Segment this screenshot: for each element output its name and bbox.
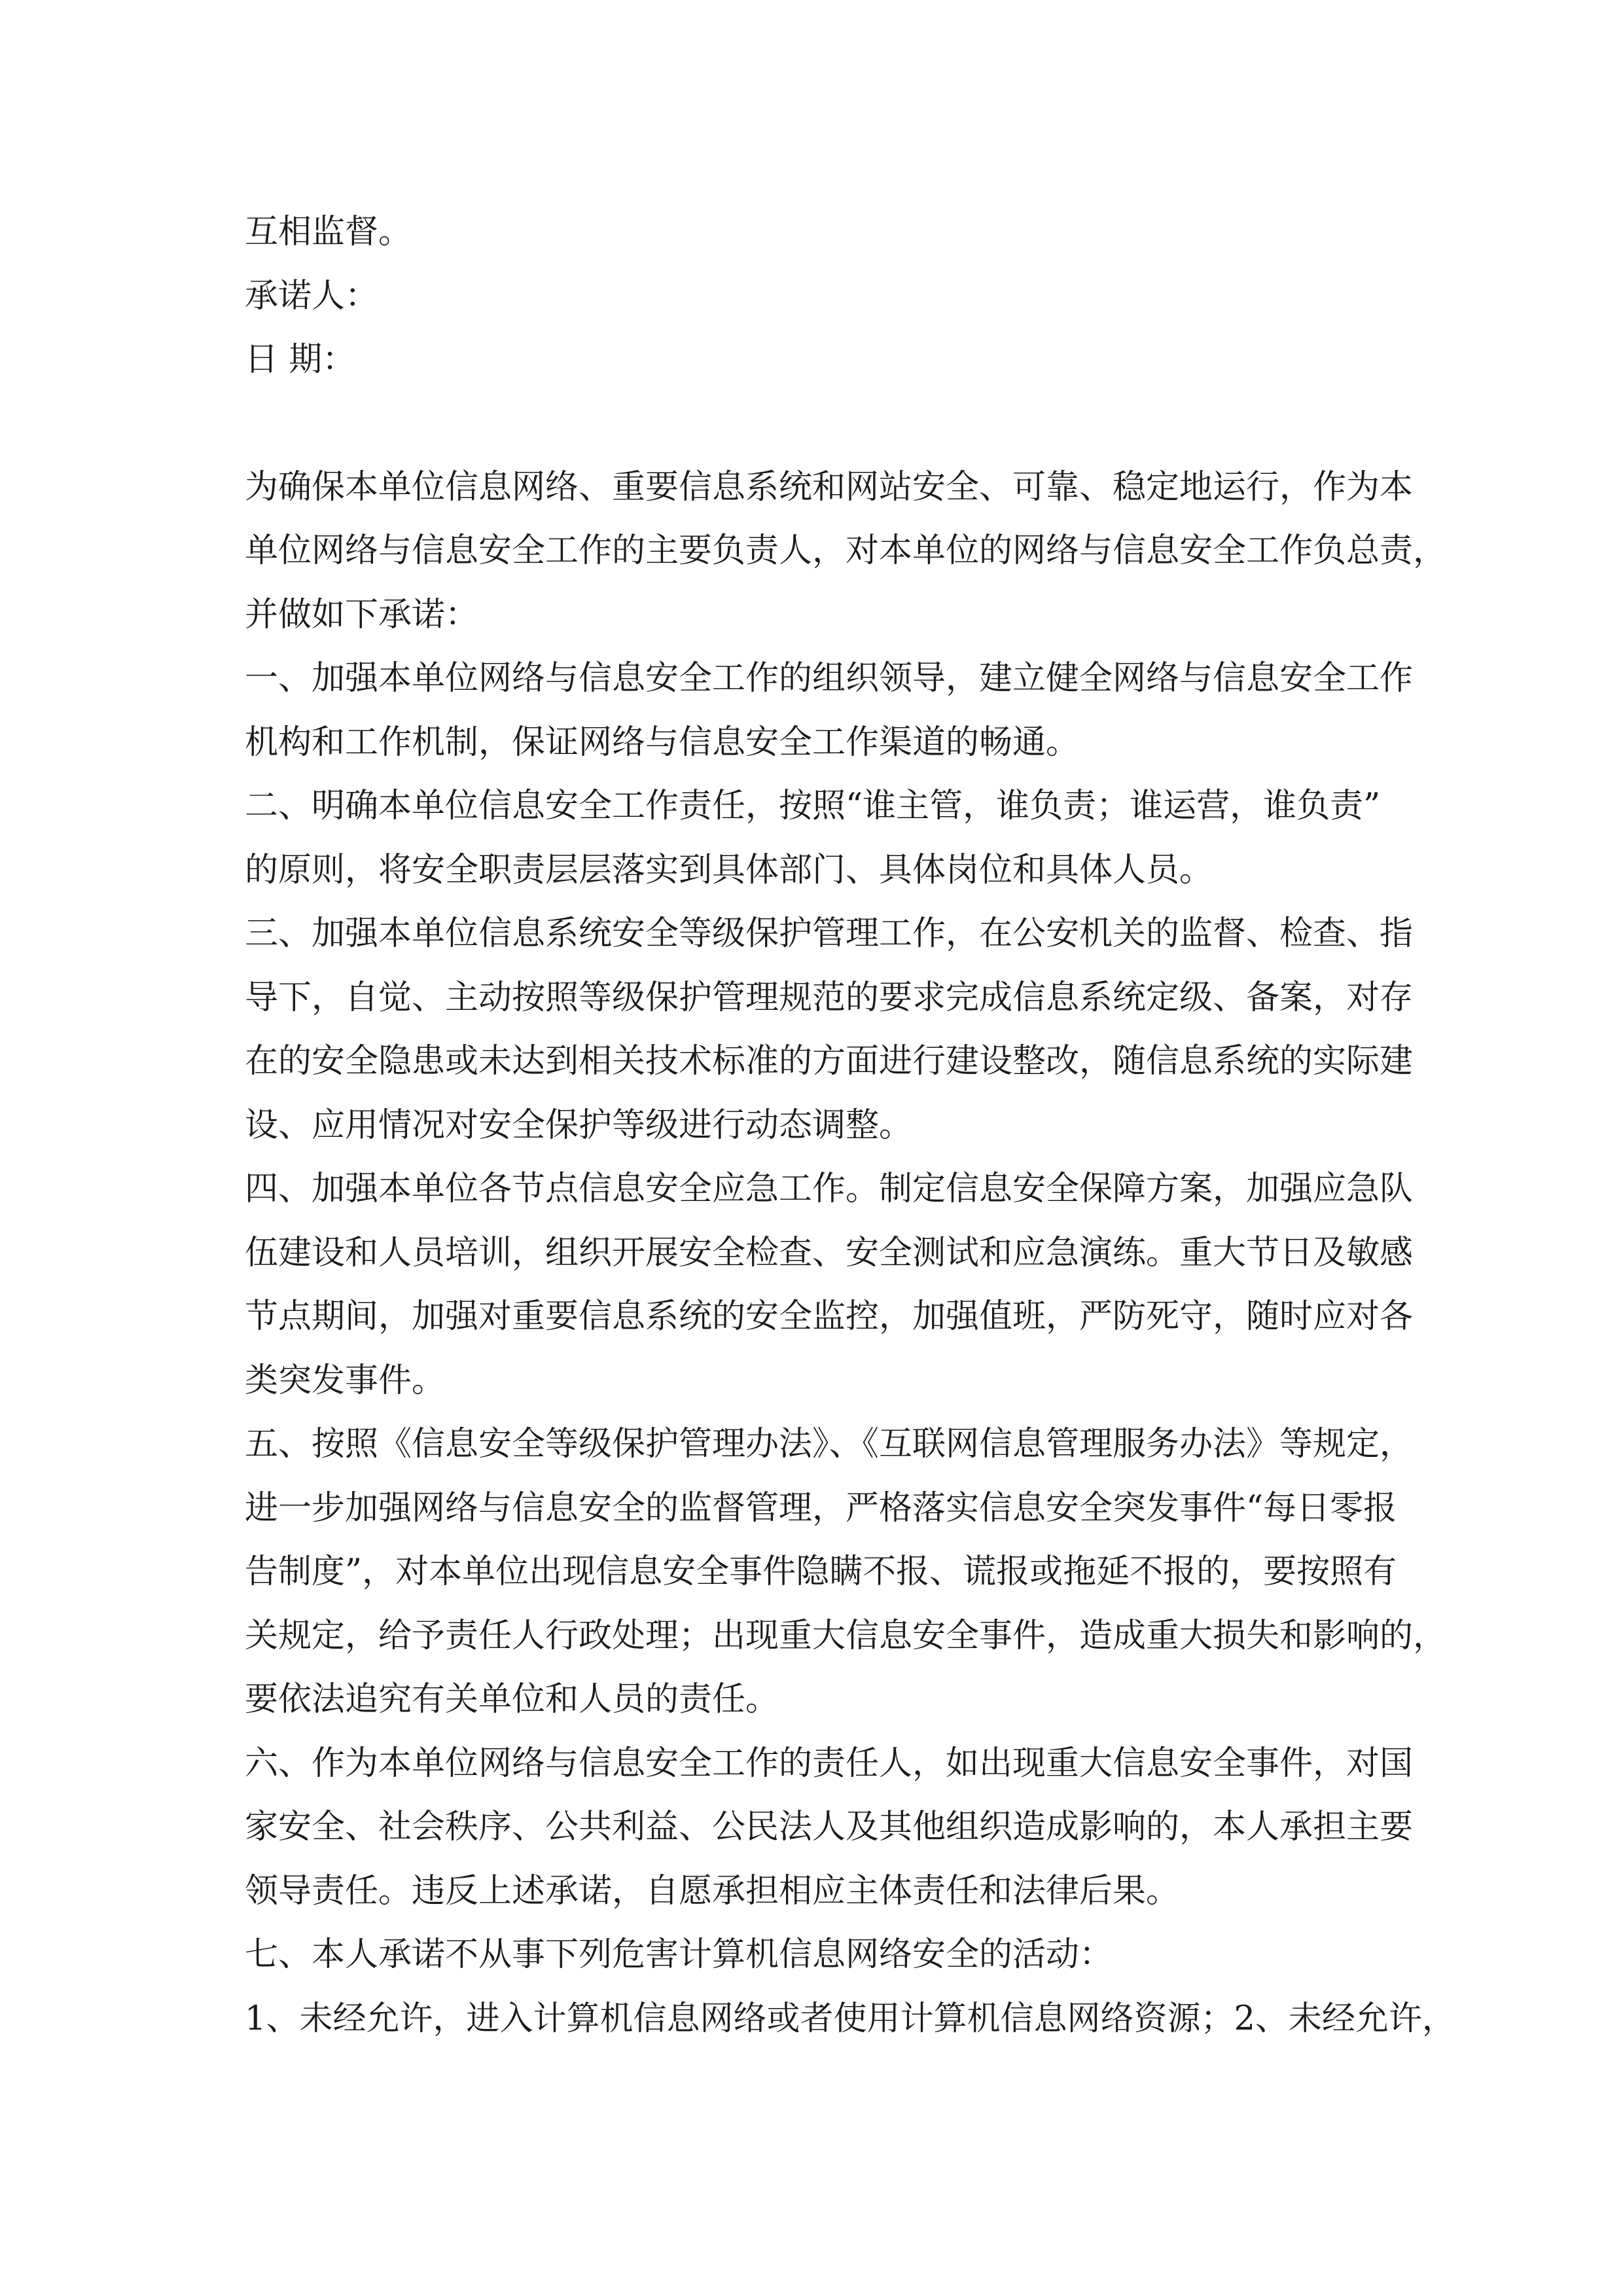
text-line: 关规定，给予责任人行政处理；出现重大信息安全事件，造成重大损失和影响的， [245,1616,1447,1655]
text-line: 单位网络与信息安全工作的主要负责人，对本单位的网络与信息安全工作负总责， [245,531,1447,570]
text-line: 类突发事件。 [245,1361,446,1400]
text-line: 六、作为本单位网络与信息安全工作的责任人，如出现重大信息安全事件，对国 [245,1744,1414,1783]
text-line: 互相监督。 [245,213,412,251]
text-line: 二、明确本单位信息安全工作责任，按照“谁主管，谁负责；谁运营，谁负责” [245,787,1381,825]
text-line: 伍建设和人员培训，组织开展安全检查、安全测试和应急演练。重大节日及敏感 [245,1233,1414,1272]
signer-label: 承诺人： [245,276,379,315]
section-gap [245,392,1383,456]
document-body [245,200,1455,2051]
text-line: 七、本人承诺不从事下列危害计算机信息网络安全的活动： [245,1935,1113,1974]
text-line: 一、加强本单位网络与信息安全工作的组织领导，建立健全网络与信息安全工作 [245,659,1414,698]
text-line: 导下，自觉、主动按照等级保护管理规范的要求完成信息系统定级、备案，对存 [245,978,1414,1017]
date-label: 日 期： [245,340,356,379]
text-line: 三、加强本单位信息系统安全等级保护管理工作，在公安机关的监督、检查、指 [245,914,1414,953]
text-line: 并做如下承诺： [245,595,479,634]
text-line: 的原则，将安全职责层层落实到具体部门、具体岗位和具体人员。 [245,850,1213,889]
text-line: 要依法追究有关单位和人员的责任。 [245,1680,779,1719]
text-line: 进一步加强网络与信息安全的监督管理，严格落实信息安全突发事件“每日零报 [245,1488,1397,1528]
text-line: 机构和工作机制，保证网络与信息安全工作渠道的畅通。 [245,723,1080,762]
text-line: 在的安全隐患或未达到相关技术标准的方面进行建设整改，随信息系统的实际建 [245,1042,1414,1081]
text-line: 为确保本单位信息网络、重要信息系统和网站安全、可靠、稳定地运行，作为本 [245,467,1414,507]
text-line: 四、加强本单位各节点信息安全应急工作。制定信息安全保障方案，加强应急队 [245,1170,1414,1208]
text-line: 五、按照《信息安全等级保护管理办法》、《互联网信息管理服务办法》等规定， [245,1425,1414,1463]
text-line: 设、应用情况对安全保护等级进行动态调整。 [245,1105,913,1145]
text-line: 家安全、社会秩序、公共利益、公民法人及其他组织造成影响的，本人承担主要 [245,1808,1414,1846]
text-line: 节点期间，加强对重要信息系统的安全监控，加强值班，严防死守，随时应对各 [245,1297,1414,1336]
text-line: 告制度”，对本单位出现信息安全事件隐瞒不报、谎报或拖延不报的，要按照有 [245,1552,1397,1591]
text-line: 1、未经允许，进入计算机信息网络或者使用计算机信息网络资源；2、未经允许， [245,1999,1455,2038]
text-line: 领导责任。违反上述承诺，自愿承担相应主体责任和法律后果。 [245,1871,1180,1910]
